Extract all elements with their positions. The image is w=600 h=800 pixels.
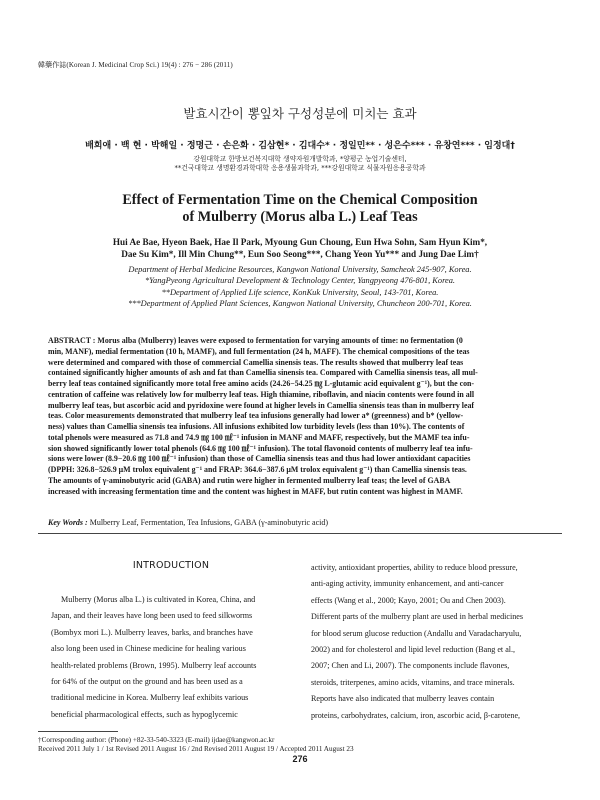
body-line: Mulberry (Morus alba L.) is cultivated in Korea, China, and bbox=[61, 595, 256, 604]
affiliation-line: *YangPyeong Agricultural Development & Technology Center, Yangpyeong 476-801, Korea. bbox=[144, 276, 456, 286]
abstract-line: increased with increasing fermentation time and the content was highest in MAFF, but rutin content was highest in MAMF. bbox=[48, 486, 463, 496]
body-line: beneficial pharmacological effects, such as hypoglycemic bbox=[51, 709, 238, 719]
abstract-line: sion showed significantly lower total phenols (64.6 ㎎ 100 ㎖⁻¹ infusion). The total flavonoid contents of mulberry leaf tea infu- bbox=[48, 443, 473, 453]
body-line: health-related problems (Brown, 1995). Mulberry leaf accounts bbox=[51, 660, 257, 670]
abstract-line: berry leaf teas contained significantly more total free amino acids (24.26−54.25 ㎎ L-glutamic acid equivalent g⁻¹), but the con- bbox=[48, 379, 475, 388]
keywords-text: Mulberry Leaf, Fermentation, Tea Infusions, GABA (γ-aminobutyric acid) bbox=[87, 518, 329, 527]
english-title-line: Effect of Fermentation Time on the Chemical Composition bbox=[122, 192, 478, 208]
body-line: activity, antioxidant properties, ability to reduce blood pressure, bbox=[311, 563, 518, 572]
body-line: also long been used in Chinese medicine for healing various bbox=[51, 644, 246, 654]
footnote bbox=[38, 736, 354, 754]
abstract bbox=[48, 336, 560, 497]
body-line: for blood serum glucose reduction (Andallu and Varadacharyulu, bbox=[311, 628, 522, 638]
affiliation-line: **Department of Applied Life science, KonKuk University, Seoul, 143-701, Korea. bbox=[161, 287, 439, 297]
section-divider bbox=[38, 533, 562, 534]
body-line: Japan, and their leaves have long been used to feed silkworms bbox=[51, 611, 253, 621]
body-line: Different parts of the mulberry plant are used in herbal medicines bbox=[311, 612, 524, 622]
abstract-line: ness) values than Camellia sinensis tea infusions. All infusions exhibited low turbidity levels (less than 10%). The contents of bbox=[48, 422, 465, 431]
body-line: effects (Wang et al., 2000; Kayo, 2001; Ou and Chen 2003). bbox=[311, 595, 506, 605]
author-line: Dae Su Kim*, Ill Min Chung**, Eun Soo Seong***, Chang Yeon Yu*** and Jung Dae Lim† bbox=[121, 249, 479, 259]
abstract-line: were determined and compared with those of commercial Camellia sinensis teas. The results showed that mulberry leaf teas bbox=[48, 357, 464, 367]
right-column-text bbox=[311, 560, 561, 724]
abstract-line: The amounts of γ-aminobutyric acid (GABA) and rutin were higher in fermented mulberry leaf teas; the level of GABA bbox=[48, 475, 451, 485]
introduction-heading: INTRODUCTION bbox=[132, 560, 210, 571]
abstract-line: sions were lower (8.9−20.6 ㎎ 100 ㎖⁻¹ infusion) than those of Camellia sinensis teas and thus had lower antioxidant capacities bbox=[48, 454, 471, 464]
keywords-label: Key Words : bbox=[48, 518, 88, 527]
body-line: (Bombyx mori L.). Mulberry leaves, barks, and branches have bbox=[51, 627, 253, 637]
keywords bbox=[48, 518, 328, 528]
body-line: 2007; Chen and Li, 2007). The components include flavones, bbox=[311, 661, 510, 671]
received-dates: Received 2011 July 1 / 1st Revised 2011 August 16 / 2nd Revised 2011 August 19 / Accepted 2011 August 23 bbox=[38, 745, 354, 754]
korean-authors: 배희애 · 백 현 · 박해일 · 정명근 · 손은화 · 김삼현* · 김대수* · 정일민** · 성은수*** · 유창연*** · 임정대† bbox=[85, 141, 515, 151]
korean-affiliation-line: **건국대학교 생명환경과학대학 응용생물과학과, ***강원대학교 식물자원응용공학과 bbox=[174, 163, 426, 172]
abstract-line: teas. Color measurements demonstrated that mulberry leaf tea infusions generally had lower a* (greenness) and b* (yellow- bbox=[48, 411, 464, 421]
body-line: Reports have also indicated that mulberry leaves contain bbox=[311, 694, 495, 704]
journal-reference: 韓藥作誌(Korean J. Medicinal Crop Sci.) 19(4) : 276 − 286 (2011) bbox=[38, 61, 233, 69]
abstract-line: (DPPH: 326.8−526.9 μM trolox equivalent g⁻¹ and FRAP: 364.6−387.6 μM trolox equivalent g⁻¹) than Camellia sinensis teas. bbox=[48, 465, 467, 474]
korean-affiliations bbox=[0, 155, 600, 172]
abstract-line: centration of caffeine was relatively low for mulberry leaf teas. High thiamine, riboflavin, and niacin contents were found in all bbox=[48, 389, 475, 399]
page-number: 276 bbox=[292, 754, 308, 764]
affiliation-line: ***Department of Applied Plant Sciences, Kangwon National University, Chuncheon 200-701, Korea. bbox=[128, 299, 472, 309]
korean-title: 발효시간이 뽕잎차 구성성분에 미치는 효과 bbox=[183, 106, 417, 121]
body-line: steroids, triterpenes, amino acids, vitamins, and trace minerals. bbox=[311, 677, 515, 687]
korean-affiliation-line: 강원대학교 한방보건복지대학 생약자원개발학과, *양평군 농업기술센터, bbox=[193, 155, 407, 163]
body-line: proteins, carbohydrates, calcium, iron, ascorbic acid, β-carotene, bbox=[311, 710, 521, 720]
abstract-line: contained significantly higher amounts of ash and fat than Camellia sinensis tea. Compared with Camellia sinensis teas, all mul- bbox=[48, 368, 478, 378]
abstract-line: mulberry leaf teas, but ascorbic acid and pyridoxine were found at higher levels in Camellia sinensis teas than in mulberry leaf bbox=[48, 400, 475, 410]
abstract-line: min, MANF), medial fermentation (10 h, MAMF), and full fermentation (24 h, MAFF). The chemical compositions of the teas bbox=[48, 346, 470, 356]
footnote-divider bbox=[38, 731, 118, 732]
left-column-text bbox=[51, 592, 291, 723]
body-line: 2002) and for cholesterol and lipid level reduction (Bang et al., bbox=[311, 645, 516, 655]
abstract-line: ABSTRACT : Morus alba (Mulberry) leaves were exposed to fermentation for varying amounts of time: no fermentation (0 bbox=[48, 336, 463, 345]
body-line: traditional medicine in Korea. Mulberry leaf exhibits various bbox=[51, 693, 249, 703]
body-line: anti-aging activity, immunity enhancement, and anti-cancer bbox=[311, 579, 504, 589]
abstract-line: total phenols were measured as 71.8 and 74.9 ㎎ 100 ㎖⁻¹ infusion in MANF and MAFF, respectively, but the MAMF tea infu- bbox=[48, 432, 470, 442]
body-line: for 64% of the output on the ground and has been used as a bbox=[51, 677, 243, 687]
english-affiliations bbox=[0, 264, 600, 310]
english-title-line: of Mulberry (Morus alba L.) Leaf Teas bbox=[182, 209, 418, 225]
author-line: Hui Ae Bae, Hyeon Baek, Hae Il Park, Myoung Gun Choung, Eun Hwa Sohn, Sam Hyun Kim*, bbox=[112, 237, 488, 247]
corresponding-author: †Corresponding author: (Phone) +82-33-540-3323 (E-mail) ijdae@kangwon.ac.kr bbox=[38, 736, 275, 744]
english-title bbox=[0, 192, 600, 226]
affiliation-line: Department of Herbal Medicine Resources, Kangwon National University, Samcheok 245-907, Korea. bbox=[128, 265, 472, 274]
english-authors bbox=[0, 236, 600, 260]
